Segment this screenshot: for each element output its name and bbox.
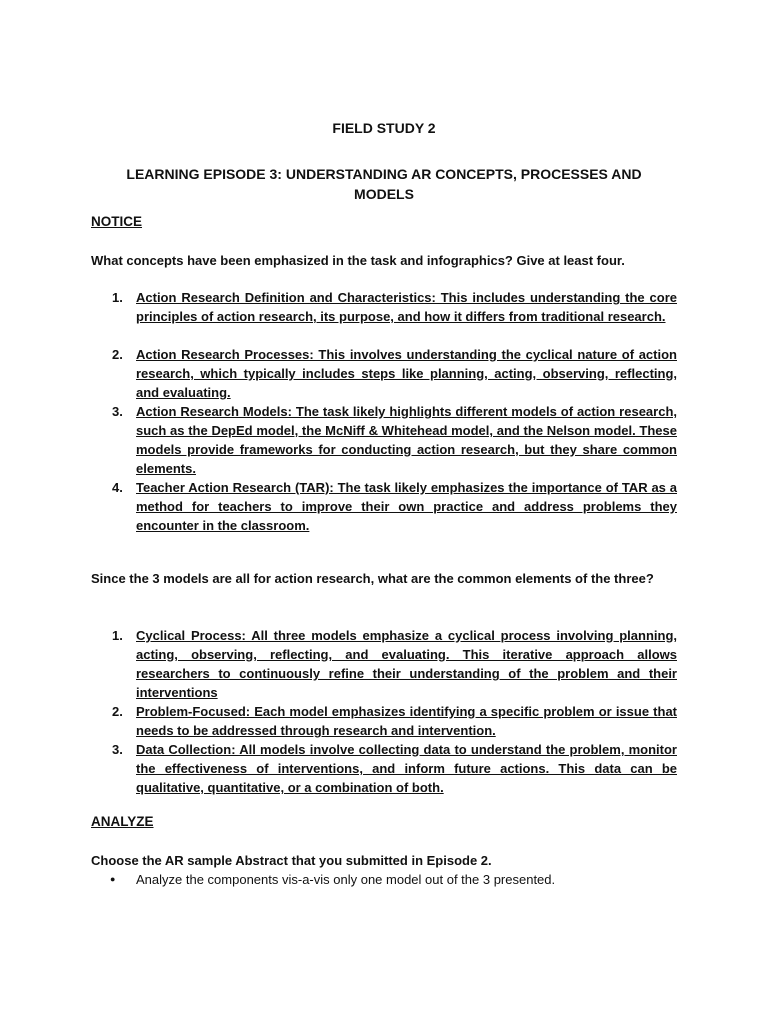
document-title: FIELD STUDY 2 (332, 120, 436, 136)
list-item: Cyclical Process: All three models emphasize a cyclical process involving planning, acting, observing, reflecting, and evaluating. This iterative approach allows researchers to continuously refine their understanding of the problem and their interventions (136, 628, 677, 700)
list-item: Data Collection: All models involve collecting data to understand the problem, monitor the effectiveness of interventions, and inform future actions. This data can be qualitative, quantitative, or a combination of both. (136, 742, 677, 795)
list-item: Action Research Processes: This involves understanding the cyclical nature of action research, which typically includes steps like planning, acting, observing, reflecting, and evaluating. (136, 347, 677, 400)
list-item: Action Research Models: The task likely highlights different models of action research, such as the DepEd model, the McNiff & Whitehead model, and the Nelson model. These models provide frameworks for conducting action research, but they share common elements. (136, 404, 677, 476)
analyze-question: Choose the AR sample Abstract that you submitted in Episode 2. (91, 853, 492, 868)
concepts-list (91, 288, 677, 535)
list-item: Action Research Definition and Characteristics: This includes understanding the core principles of action research, its purpose, and how it differs from traditional research. (136, 290, 677, 324)
list-item: Teacher Action Research (TAR): The task likely emphasizes the importance of TAR as a method for teachers to improve their own practice and address problems they encounter in the classroom. (136, 480, 677, 533)
analyze-heading: ANALYZE (91, 814, 154, 829)
analyze-bullets (91, 870, 677, 889)
episode-title: LEARNING EPISODE 3: UNDERSTANDING AR CONCEPTS, PROCESSES AND MODELS (126, 166, 642, 202)
notice-question-1: What concepts have been emphasized in the task and infographics? Give at least four. (91, 253, 625, 268)
notice-heading: NOTICE (91, 214, 143, 229)
list-item: Problem-Focused: Each model emphasizes identifying a specific problem or issue that needs to be addressed through research and intervention. (136, 704, 677, 738)
bullet-item: ● Analyze the components vis-a-vis only one model out of the 3 presented. (136, 870, 677, 889)
common-elements-list (91, 626, 677, 797)
notice-question-2: Since the 3 models are all for action research, what are the common elements of the three? (91, 571, 654, 586)
